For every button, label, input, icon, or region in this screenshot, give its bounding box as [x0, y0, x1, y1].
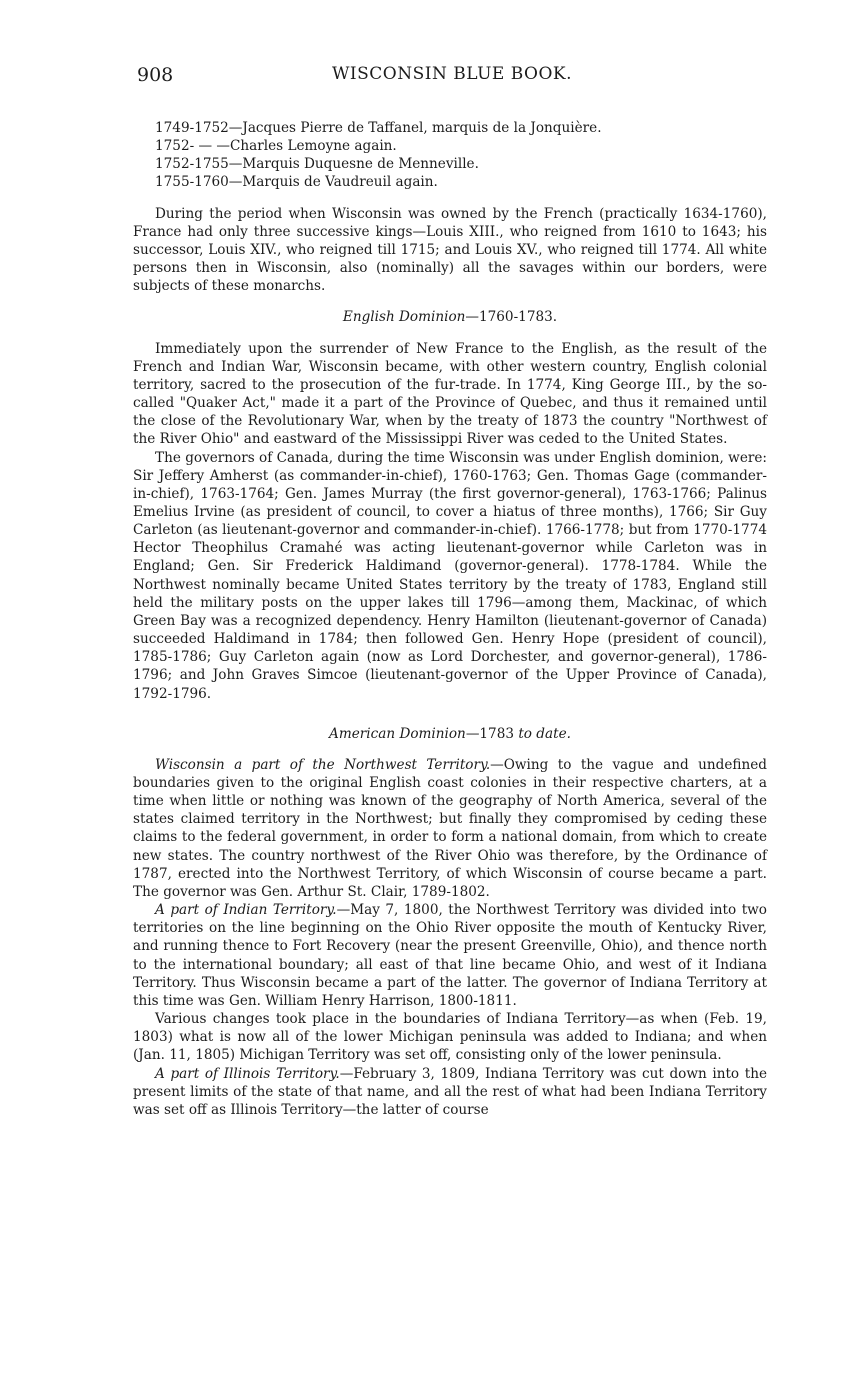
- paragraph-indiana-territory: [133, 901, 767, 1010]
- paragraph-text: —May 7, 1800, the Northwest Territory was divided into two territories on the line beginning on the Ohio River opposite the mouth of Kentucky River, and running thence to Fort Recovery (near the present Greenville, Ohio), and thence north to the international boundary; all east of that line became Ohio, and west of it Indiana Territory. Thus Wisconsin became a part of the latter. The governor of Indiana Territory at this time was Gen. William Henry Harrison, 1800-1811.: [133, 902, 767, 1009]
- page-number: 908: [137, 64, 174, 86]
- paragraph-text: —February 3, 1809, Indiana Territory was cut down into the present limits of the state of that name, and all the rest of what had been Indiana Territory was set off as Illinois Territory—the latter of course: [133, 1065, 767, 1118]
- heading-title: American Dominion: [329, 725, 466, 742]
- paragraph-english-dominion: Immediately upon the surrender of New France to the English, as the result of the French and Indian War, Wisconsin became, with other western country, English colonial territory, sacred to the prosecution of the fur-trade. In 1774, King George III., by the so-called "Quaker Act," made it a part of the Province of Quebec, and thus it remained until the close of the Revolutionary War, when by the treaty of 1873 the country "Northwest of the River Ohio" and eastward of the Mississippi River was ceded to the United States.: [133, 340, 767, 448]
- paragraph-boundary-changes: Various changes took place in the boundaries of Indiana Territory—as when (Feb. 19, 1803) what is now all of the lower Michigan peninsula was added to Indiana; and when (Jan. 11, 1805) Michigan Territory was set off, consisting only of the lower peninsula.: [133, 1011, 767, 1064]
- run-in-heading: Wisconsin a part of the Northwest Territory.: [155, 756, 491, 773]
- paragraph-french-period: During the period when Wisconsin was owned by the French (practically 1634-1760), France had only three successive kings—Louis XIII., who reigned from 1610 to 1643; his successor, Louis XIV., who reigned till 1715; and Louis XV., who reigned till 1774. All white persons then in Wisconsin, also (nominally) all the savages within our borders, were subjects of these monarchs.: [133, 205, 767, 295]
- list-item: 1752-1755—Marquis Duquesne de Menneville.: [155, 156, 479, 173]
- run-in-heading: A part of Illinois Territory.: [155, 1065, 340, 1082]
- body-text: [133, 119, 767, 1119]
- heading-title: English Dominion: [342, 309, 466, 326]
- paragraph-northwest-territory: [133, 756, 767, 901]
- page-header: [137, 64, 767, 90]
- governors-list: [155, 119, 767, 192]
- list-item: 1749-1752—Jacques Pierre de Taffanel, marquis de la Jonquière.: [155, 120, 602, 136]
- heading-suffix: to date.: [514, 725, 571, 742]
- heading-dates: —1760-1783.: [465, 309, 558, 326]
- run-in-heading: A part of Indian Territory.: [155, 902, 337, 919]
- heading-dates: —1783: [465, 725, 515, 742]
- section-heading-english: [133, 308, 767, 326]
- list-item: 1755-1760—Marquis de Vaudreuil again.: [155, 174, 438, 191]
- running-head: WISCONSIN BLUE BOOK.: [331, 64, 573, 84]
- section-heading-american: [133, 725, 767, 743]
- paragraph-text: —Owing to the vague and undefined boundaries given to the original English coast colonies in their respective charters, at a time when little or nothing was known of the geography of North America, several of the states claimed territory in the Northwest; but finally they compromised by ceding these claims to the federal government, in order to form a national domain, from which to create new states. The country northwest of the River Ohio was therefore, by the Ordinance of 1787, erected into the Northwest Territory, of which Wisconsin of course became a part. The governor was Gen. Arthur St. Clair, 1789-1802.: [133, 756, 767, 900]
- list-item: 1752- — —Charles Lemoyne again.: [155, 138, 397, 155]
- paragraph-canada-governors: The governors of Canada, during the time Wisconsin was under English dominion, were: Sir Jeffery Amherst (as commander-in-chief), 1760-1763; Gen. Thomas Gage (commander-in-chief), 1763-1764; Gen. James Murray (the first governor-general), 1763-1766; Palinus Emelius Irvine (as president of council, to cover a hiatus of three months), 1766; Sir Guy Carleton (as lieutenant-governor and commander-in-chief). 1766-1778; but from 1770-1774 Hector Theophilus Cramahé was acting lieutenant-governor while Carleton was in England; Gen. Sir Frederick Haldimand (governor-general). 1778-1784. While the Northwest nominally became United States territory by the treaty of 1783, England still held the military posts on the upper lakes till 1796—among them, Mackinac, of which Green Bay was a recognized dependency. Henry Hamilton (lieutenant-governor of Canada) succeeded Haldimand in 1784; then followed Gen. Henry Hope (president of council), 1785-1786; Guy Carleton again (now as Lord Dorchester, and governor-general), 1786-1796; and John Graves Simcoe (lieutenant-governor of the Upper Province of Canada), 1792-1796.: [133, 449, 767, 702]
- paragraph-illinois-territory: [133, 1065, 767, 1119]
